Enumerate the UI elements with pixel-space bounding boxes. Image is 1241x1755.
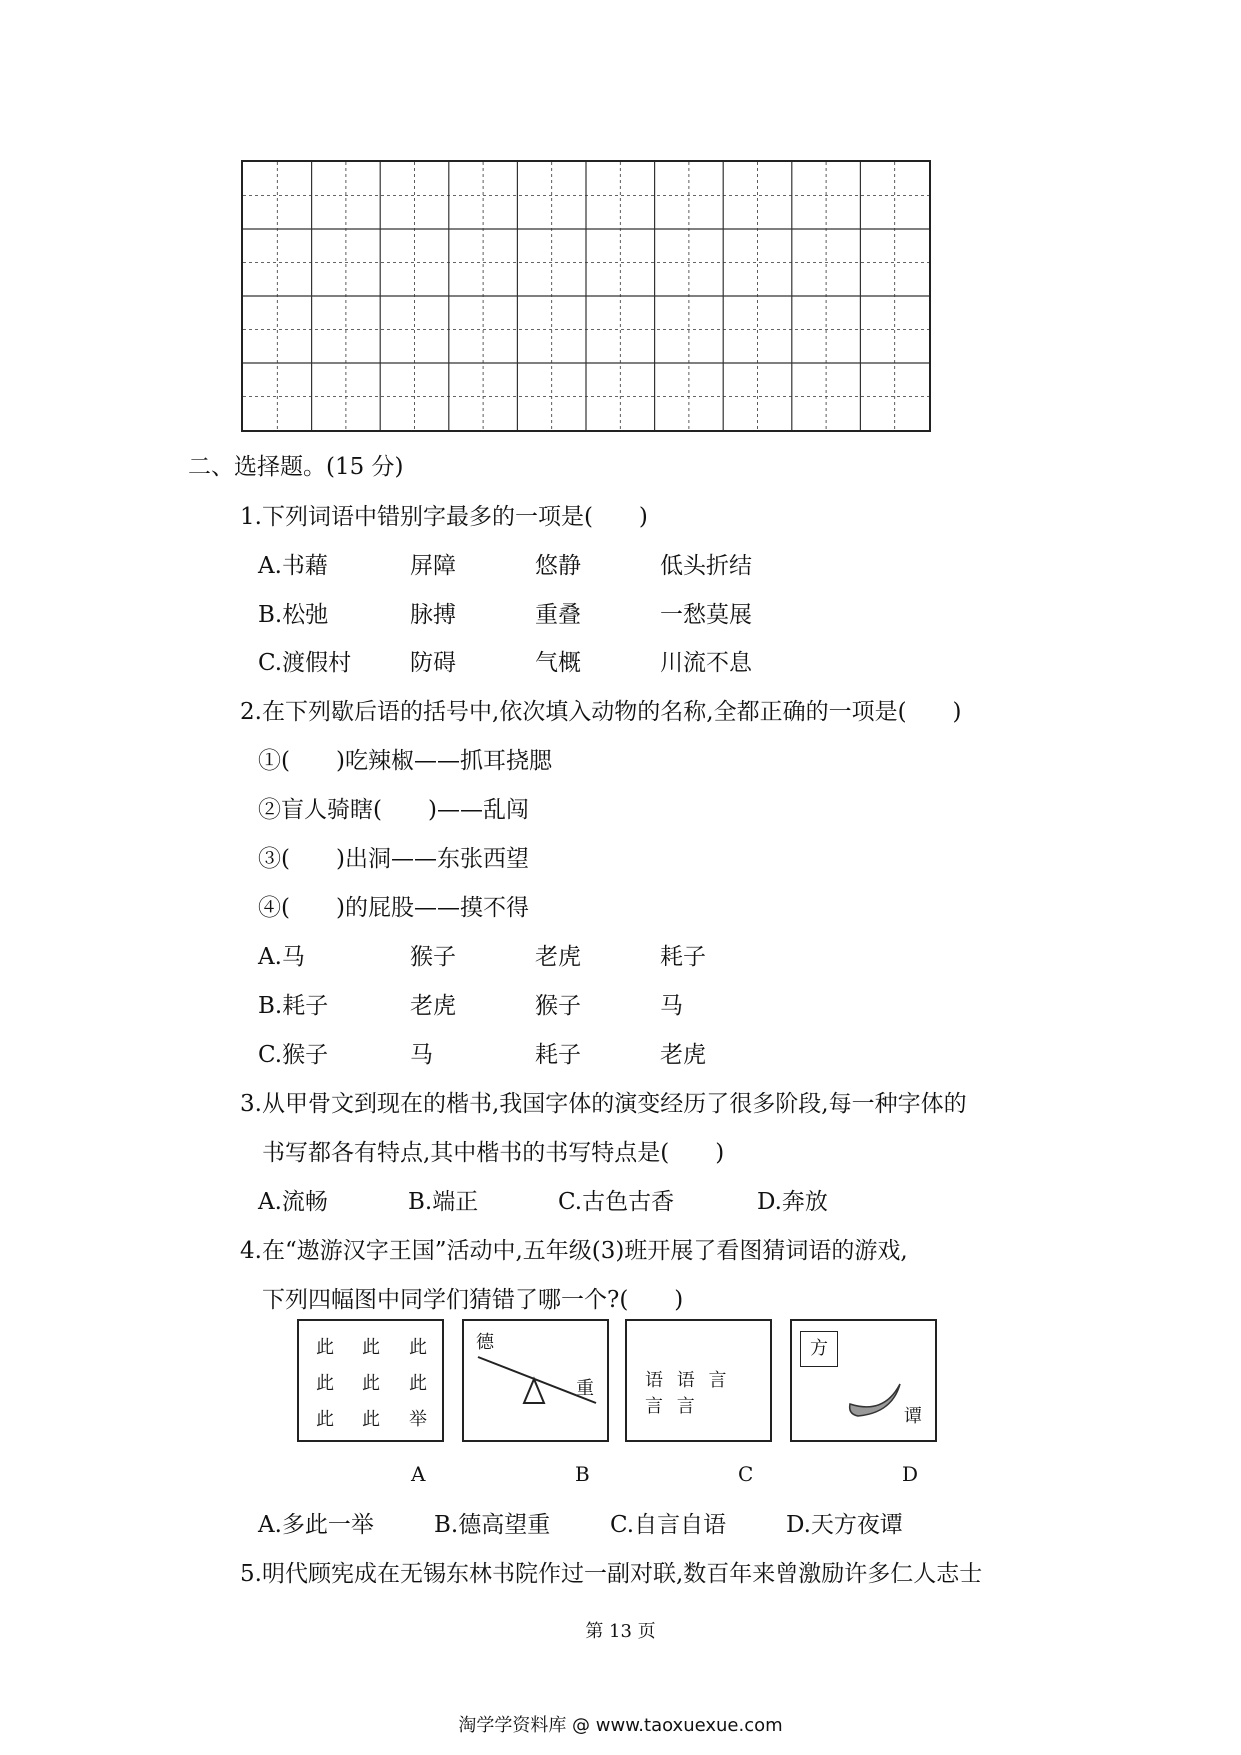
picture-c-row1: 语 语 言	[645, 1370, 731, 1391]
q3-option-b: B.端正	[408, 1189, 479, 1215]
q2-item-1: ①( )吃辣椒——抓耳挠腮	[258, 748, 552, 774]
q3-option-d: D.奔放	[757, 1189, 828, 1215]
q2-option-c-4: 老虎	[660, 1042, 706, 1068]
q2-item-4: ④( )的屁股——摸不得	[258, 895, 529, 921]
picture-a-char: 此	[316, 1337, 334, 1358]
question-4-stem-line1: 4.在“遨游汉字王国”活动中,五年级(3)班开展了看图猜词语的游戏,	[240, 1238, 908, 1264]
q1-option-a-3: 悠静	[535, 553, 581, 579]
q2-option-a-2: 猴子	[410, 944, 456, 970]
picture-a-char: 此	[409, 1373, 427, 1394]
picture-c	[625, 1319, 772, 1442]
picture-b-left-char: 德	[476, 1332, 494, 1353]
question-4-stem-line2: 下列四幅图中同学们猜错了哪一个?( )	[262, 1287, 684, 1313]
q4-option-d: D.天方夜谭	[786, 1512, 903, 1538]
q1-option-c-1: C.渡假村	[258, 650, 352, 676]
q2-option-b-3: 猴子	[535, 993, 581, 1019]
q2-option-c-1: C.猴子	[258, 1042, 329, 1068]
picture-c-caption: C	[738, 1462, 754, 1486]
picture-d-bottom-char: 谭	[904, 1406, 922, 1427]
section-title: 二、选择题。(15 分)	[188, 454, 404, 480]
picture-d-box-char: 方	[810, 1338, 828, 1359]
picture-a-char: 此	[409, 1337, 427, 1358]
picture-c-row2: 言 言	[645, 1396, 699, 1417]
q3-option-a: A.流畅	[258, 1189, 328, 1215]
picture-a-char: 此	[316, 1409, 334, 1430]
q1-option-a-2: 屏障	[410, 553, 456, 579]
picture-b-caption: B	[575, 1462, 590, 1486]
q4-option-c: C.自言自语	[610, 1512, 727, 1538]
picture-b	[462, 1319, 609, 1442]
q2-option-a-4: 耗子	[660, 944, 706, 970]
q2-option-a-3: 老虎	[535, 944, 581, 970]
picture-a	[297, 1319, 444, 1442]
q1-option-c-4: 川流不息	[660, 650, 752, 676]
q1-option-b-4: 一愁莫展	[660, 602, 752, 628]
picture-a-char: 此	[362, 1409, 380, 1430]
writing-grid-lines	[243, 162, 929, 430]
q2-option-b-2: 老虎	[410, 993, 456, 1019]
question-3-stem-line1: 3.从甲骨文到现在的楷书,我国字体的演变经历了很多阶段,每一种字体的	[240, 1091, 967, 1117]
q2-option-c-2: 马	[410, 1042, 433, 1068]
q2-option-b-1: B.耗子	[258, 993, 329, 1019]
q2-option-a-1: A.马	[258, 944, 305, 970]
q4-option-b: B.德高望重	[434, 1512, 551, 1538]
q1-option-b-3: 重叠	[535, 602, 581, 628]
q3-option-c: C.古色古香	[558, 1189, 675, 1215]
watermark: 淘学学资料库 @ www.taoxuexue.com	[458, 1715, 783, 1736]
picture-a-char: 此	[362, 1337, 380, 1358]
q4-option-a: A.多此一举	[258, 1512, 374, 1538]
q2-option-c-3: 耗子	[535, 1042, 581, 1068]
question-5-stem-line1: 5.明代顾宪成在无锡东林书院作过一副对联,数百年来曾激励许多仁人志士	[240, 1561, 983, 1587]
q2-item-2: ②盲人骑瞎( )——乱闯	[258, 797, 529, 823]
question-1-stem: 1.下列词语中错别字最多的一项是( )	[240, 504, 648, 530]
question-2-stem: 2.在下列歇后语的括号中,依次填入动物的名称,全都正确的一项是( )	[240, 699, 962, 725]
q1-option-c-2: 防碍	[410, 650, 456, 676]
q2-option-b-4: 马	[660, 993, 683, 1019]
question-3-stem-line2: 书写都各有特点,其中楷书的书写特点是( )	[262, 1140, 725, 1166]
picture-a-char: 此	[316, 1373, 334, 1394]
q1-option-a-1: A.书藉	[258, 553, 328, 579]
picture-b-right-char: 重	[576, 1378, 594, 1399]
q2-item-3: ③( )出洞——东张西望	[258, 846, 529, 872]
page-number: 第 13 页	[585, 1621, 656, 1642]
picture-d	[790, 1319, 937, 1442]
writing-grid	[241, 160, 931, 432]
picture-a-caption: A	[411, 1462, 426, 1486]
q1-option-c-3: 气概	[535, 650, 581, 676]
q1-option-a-4: 低头折结	[660, 553, 752, 579]
picture-a-char: 此	[362, 1373, 380, 1394]
q1-option-b-1: B.松弛	[258, 602, 329, 628]
q1-option-b-2: 脉搏	[410, 602, 456, 628]
picture-d-caption: D	[902, 1462, 919, 1486]
picture-a-char: 举	[409, 1409, 427, 1430]
